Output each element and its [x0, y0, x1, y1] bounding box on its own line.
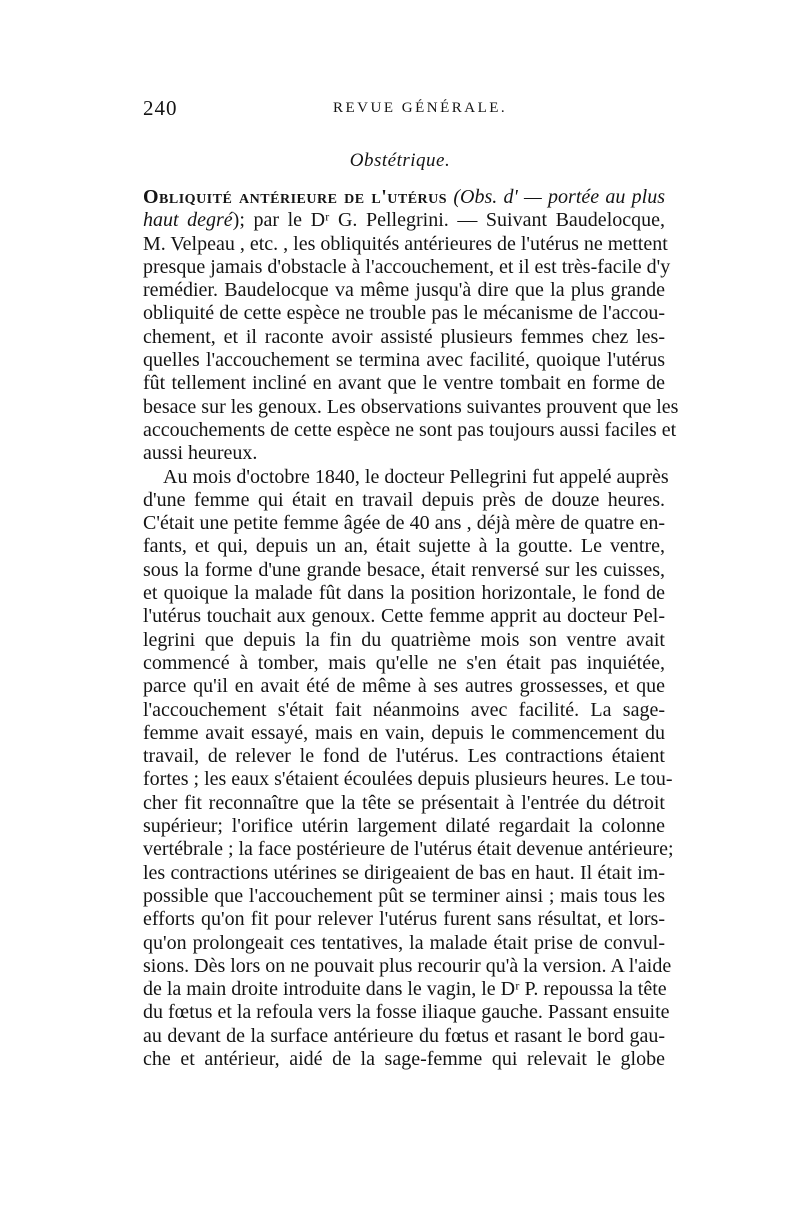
line-text: ); par le Dʳ G. Pellegrini. — Suivant Baudelocque,	[232, 209, 665, 232]
text-line	[143, 582, 665, 605]
article-body	[143, 186, 679, 1071]
article-title-note: (Obs. d' — portée au plus	[453, 186, 666, 208]
running-head	[143, 96, 663, 120]
line-text: che et antérieur, aidé de la sage-femme qui relevait le globe	[143, 1047, 665, 1070]
text-line	[143, 302, 665, 325]
text-line	[143, 418, 677, 442]
line-text: et quoique la malade fût dans la position horizontale, le fond de	[143, 582, 665, 605]
text-line	[143, 1048, 665, 1071]
text-line	[143, 442, 665, 465]
line-text: chement, et il raconte avoir assisté plusieurs femmes chez les-	[143, 325, 665, 348]
italic-fragment: haut degré	[143, 209, 233, 232]
line-text: obliquité de cette espèce ne trouble pas le mécanisme de l'accou-	[143, 302, 665, 325]
line-text: quelles l'accouchement se termina avec facilité, quoique l'utérus	[143, 349, 665, 372]
text-line	[143, 932, 665, 955]
line-text: possible que l'accouchement pût se terminer ainsi ; mais tous les	[143, 884, 665, 907]
line-text: travail, de relever le fond de l'utérus. Les contractions étaient	[143, 745, 665, 768]
text-line	[143, 512, 665, 535]
line-text: commencé à tomber, mais qu'elle ne s'en était pas inquiétée,	[143, 651, 665, 674]
text-line	[143, 232, 668, 256]
text-line	[143, 838, 674, 861]
running-title: REVUE GÉNÉRALE.	[333, 100, 508, 116]
text-line	[143, 745, 665, 768]
line-text: sions. Dès lors on ne pouvait plus recourir qu'à la version. A l'aide	[143, 954, 672, 977]
line-text: au devant de la surface antérieure du fœtus et rasant le bord gau-	[143, 1024, 665, 1047]
text-line	[143, 699, 665, 722]
text-line	[143, 862, 665, 885]
text-line	[143, 279, 665, 302]
line-text: fût tellement incliné en avant que le ventre tombait en forme de	[143, 372, 665, 395]
line-text: aussi heureux.	[143, 442, 258, 465]
line-text: remédier. Baudelocque va même jusqu'à dire que la plus grande	[143, 279, 665, 302]
line-text: vertébrale ; la face postérieure de l'utérus était devenue antérieure;	[143, 838, 674, 861]
text-line	[143, 489, 665, 512]
line-text: les contractions utérines se dirigeaient de bas en haut. Il était im-	[143, 861, 665, 884]
text-line	[143, 535, 665, 558]
line-text: de la main droite introduite dans le vagin, le Dʳ P. repoussa la tête	[143, 978, 667, 1001]
line-text: C'était une petite femme âgée de 40 ans , déjà mère de quatre en-	[143, 512, 665, 535]
text-line	[143, 954, 672, 978]
text-line	[143, 885, 665, 908]
text-line	[143, 559, 665, 582]
text-line	[143, 605, 665, 628]
text-line	[143, 675, 665, 698]
line-text: cher fit reconnaître que la tête se présentait à l'entrée du détroit	[143, 791, 665, 814]
line-text: fortes ; les eaux s'étaient écoulées depuis plusieurs heures. Le tou-	[143, 768, 673, 791]
section-title: Obstétrique.	[349, 150, 451, 171]
text-line	[143, 372, 665, 395]
line-text: sous la forme d'une grande besace, était renversé sur les cuisses,	[143, 558, 665, 581]
text-line	[143, 465, 669, 489]
text-line	[143, 908, 665, 931]
line-text: qu'on prolongeait ces tentatives, la malade était prise de convul-	[143, 931, 665, 954]
text-line	[143, 722, 665, 745]
text-line	[143, 1025, 665, 1048]
text-line	[143, 629, 665, 652]
line-text: M. Velpeau , etc. , les obliquités antérieures de l'utérus ne mettent	[143, 232, 668, 255]
text-line	[143, 326, 665, 349]
text-line	[143, 978, 665, 1001]
line-text: parce qu'il en avait été de même à ses autres grossesses, et que	[143, 675, 665, 698]
text-line	[143, 209, 665, 232]
text-line	[143, 652, 665, 675]
article-title: Obliquité antérieure de l'utérus	[143, 186, 448, 208]
line-text: du fœtus et la refoula vers la fosse iliaque gauche. Passant ensuite	[143, 1001, 670, 1024]
text-line	[143, 349, 665, 372]
line-text: l'utérus touchait aux genoux. Cette femme apprit au docteur Pel-	[143, 605, 665, 628]
line-text: fants, et qui, depuis un an, était sujette à la goutte. Le ventre,	[143, 535, 665, 558]
page-number: 240	[143, 96, 178, 120]
text-line	[143, 815, 665, 838]
line-text: presque jamais d'obstacle à l'accouchement, et il est très-facile d'y	[143, 255, 671, 278]
line-text: efforts qu'on fit pour relever l'utérus furent sans résultat, et lors-	[143, 908, 665, 931]
line-text: Au mois d'octobre 1840, le docteur Pellegrini fut appelé auprès	[163, 465, 669, 488]
text-line	[143, 395, 679, 419]
line-text: besace sur les genoux. Les observations suivantes prouvent que les	[143, 395, 679, 418]
text-line	[143, 1001, 670, 1024]
line-text: legrini que depuis la fin du quatrième mois son ventre avait	[143, 628, 665, 651]
text-line	[143, 255, 671, 279]
line-text: supérieur; l'orifice utérin largement dilaté regardait la colonne	[143, 815, 665, 838]
article-title-line	[143, 186, 665, 209]
line-text: d'une femme qui était en travail depuis près de douze heures.	[143, 488, 665, 511]
line-text: accouchements de cette espèce ne sont pas toujours aussi faciles et	[143, 418, 677, 441]
text-line	[143, 768, 673, 791]
line-text: l'accouchement s'était fait néanmoins avec facilité. La sage-	[143, 698, 665, 721]
line-text: femme avait essayé, mais en vain, depuis le commencement du	[143, 721, 665, 744]
text-line	[143, 792, 665, 815]
